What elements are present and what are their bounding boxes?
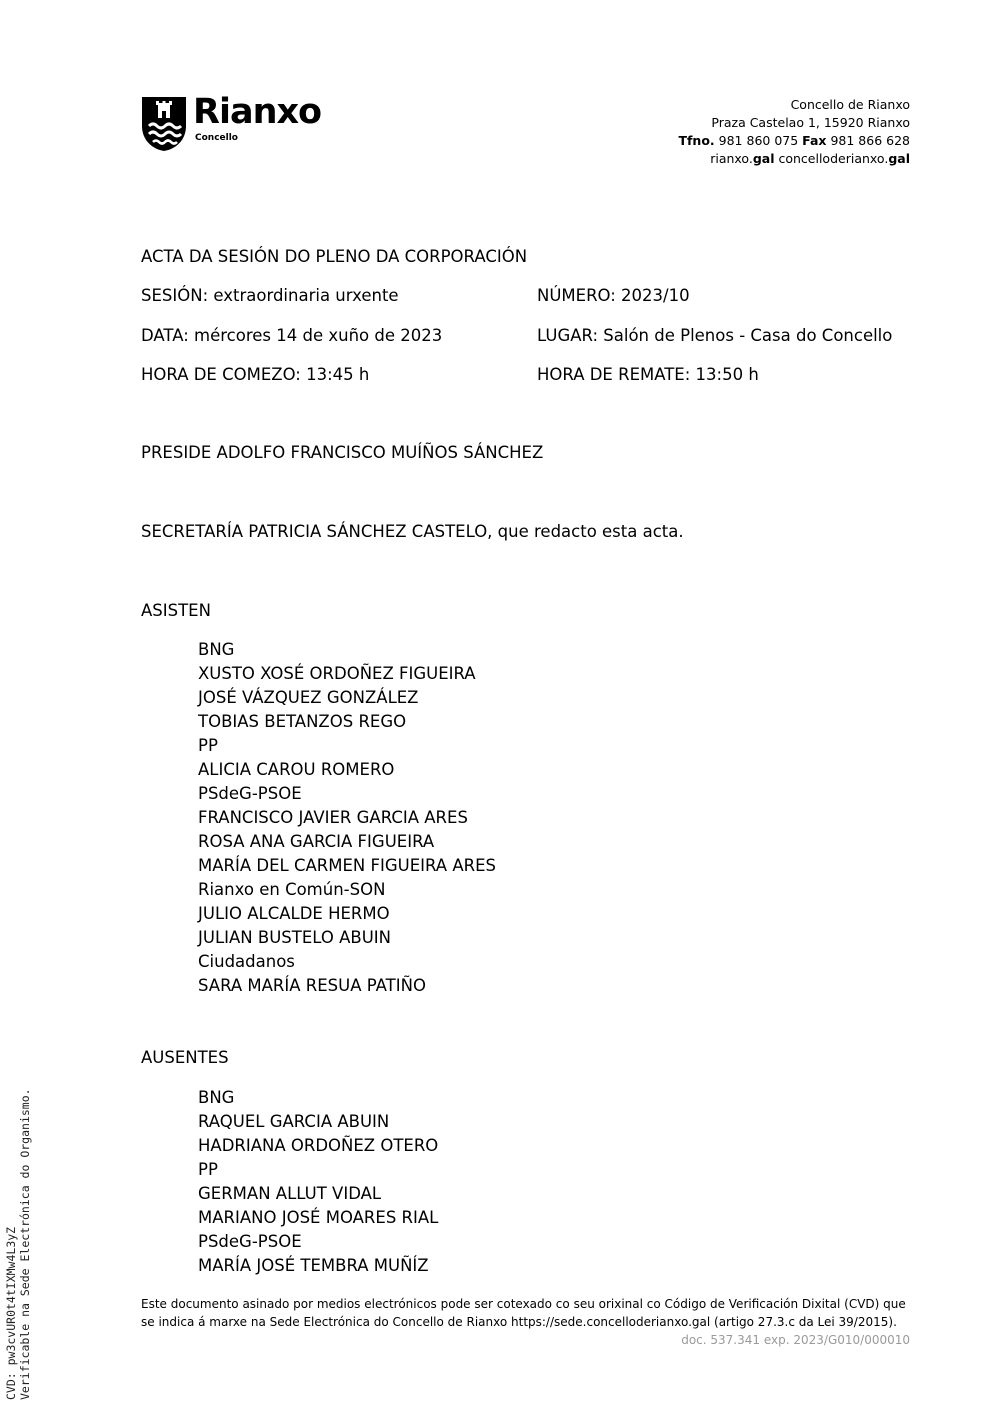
list-item: BNG: [198, 640, 235, 659]
list-item: ALICIA CAROU ROMERO: [198, 760, 395, 779]
cvd-verification: Verificable na Sede Electrónica do Organismo.: [18, 1088, 32, 1400]
tfno-label: Tfno.: [678, 133, 715, 148]
doc-reference: doc. 537.341 exp. 2023/G010/000010: [681, 1333, 910, 1347]
list-item: TOBIAS BETANZOS REGO: [198, 712, 407, 731]
address-street: Praza Castelao 1, 15920 Rianxo: [711, 115, 910, 130]
list-item: HADRIANA ORDOÑEZ OTERO: [198, 1136, 439, 1155]
logo-subtitle: Concello: [195, 133, 238, 143]
list-item: Ciudadanos: [198, 952, 295, 971]
tfno-value: 981 860 075: [718, 133, 799, 148]
ausentes-heading: AUSENTES: [141, 1048, 229, 1067]
list-item: JOSÉ VÁZQUEZ GONZÁLEZ: [198, 688, 419, 707]
web2-suffix: gal: [888, 151, 910, 166]
list-item: MARÍA JOSÉ TEMBRA MUÑÍZ: [198, 1256, 429, 1275]
address-phone-line: [510, 132, 910, 150]
hora-comezo-field: HORA DE COMEZO: 13:45 h: [141, 365, 370, 384]
address-org: Concello de Rianxo: [790, 97, 910, 112]
list-item: RAQUEL GARCIA ABUIN: [198, 1112, 390, 1131]
sesion-field: SESIÓN: extraordinaria urxente: [141, 286, 399, 305]
acta-title: ACTA DA SESIÓN DO PLENO DA CORPORACIÓN: [141, 247, 528, 266]
web2-prefix: concelloderianxo.: [778, 151, 889, 166]
web1-suffix: gal: [752, 151, 775, 166]
data-field: DATA: mércores 14 de xuño de 2023: [141, 326, 443, 345]
coat-of-arms-icon: [141, 96, 187, 152]
list-item: MARÍA DEL CARMEN FIGUEIRA ARES: [198, 856, 496, 875]
list-item: SARA MARÍA RESUA PATIÑO: [198, 976, 426, 995]
footer-note: Este documento asinado por medios electrónicos pode ser cotexado co seu orixinal co Código de Verificación Dixital (CVD) que se indica á marxe na Sede Electrónica do Concello de Rianxo https://sede.concelloderianxo.gal (artigo 27.3.c da Lei 39/2015).: [141, 1297, 906, 1329]
web-link-2[interactable]: [778, 151, 910, 166]
cvd-code: CVD: pw3cvUR0t4tIXMw4L3yZ: [4, 1226, 18, 1400]
web-link-1[interactable]: [710, 151, 774, 166]
list-item: GERMAN ALLUT VIDAL: [198, 1184, 382, 1203]
list-item: Rianxo en Común-SON: [198, 880, 386, 899]
cvd-margin-text: [4, 1088, 32, 1400]
list-item: JULIO ALCALDE HERMO: [198, 904, 390, 923]
list-item: MARIANO JOSÉ MOARES RIAL: [198, 1208, 439, 1227]
ausentes-list: [198, 1086, 438, 1278]
asisten-heading: ASISTEN: [141, 601, 211, 620]
list-item: FRANCISCO JAVIER GARCIA ARES: [198, 808, 468, 827]
list-item: BNG: [198, 1088, 235, 1107]
list-item: PP: [198, 736, 218, 755]
address-block: [510, 96, 910, 168]
web1-prefix: rianxo.: [710, 151, 753, 166]
rianxo-logo: [141, 92, 351, 154]
secretaria-line: SECRETARÍA PATRICIA SÁNCHEZ CASTELO, que redacto esta acta.: [141, 522, 684, 541]
address-web-line: [510, 150, 910, 168]
logo-wordmark: Rianxo: [193, 92, 322, 132]
fax-label: Fax: [802, 133, 827, 148]
asisten-list: [198, 638, 496, 998]
list-item: PSdeG-PSOE: [198, 784, 302, 803]
list-item: JULIAN BUSTELO ABUIN: [198, 928, 391, 947]
list-item: PP: [198, 1160, 218, 1179]
preside-line: PRESIDE ADOLFO FRANCISCO MUÍÑOS SÁNCHEZ: [141, 443, 544, 462]
list-item: ROSA ANA GARCIA FIGUEIRA: [198, 832, 435, 851]
lugar-field: LUGAR: Salón de Plenos - Casa do Concello: [537, 326, 893, 345]
numero-field: NÚMERO: 2023/10: [537, 286, 690, 305]
list-item: PSdeG-PSOE: [198, 1232, 302, 1251]
fax-value: 981 866 628: [830, 133, 910, 148]
hora-remate-field: HORA DE REMATE: 13:50 h: [537, 365, 759, 384]
list-item: XUSTO XOSÉ ORDOÑEZ FIGUEIRA: [198, 664, 476, 683]
